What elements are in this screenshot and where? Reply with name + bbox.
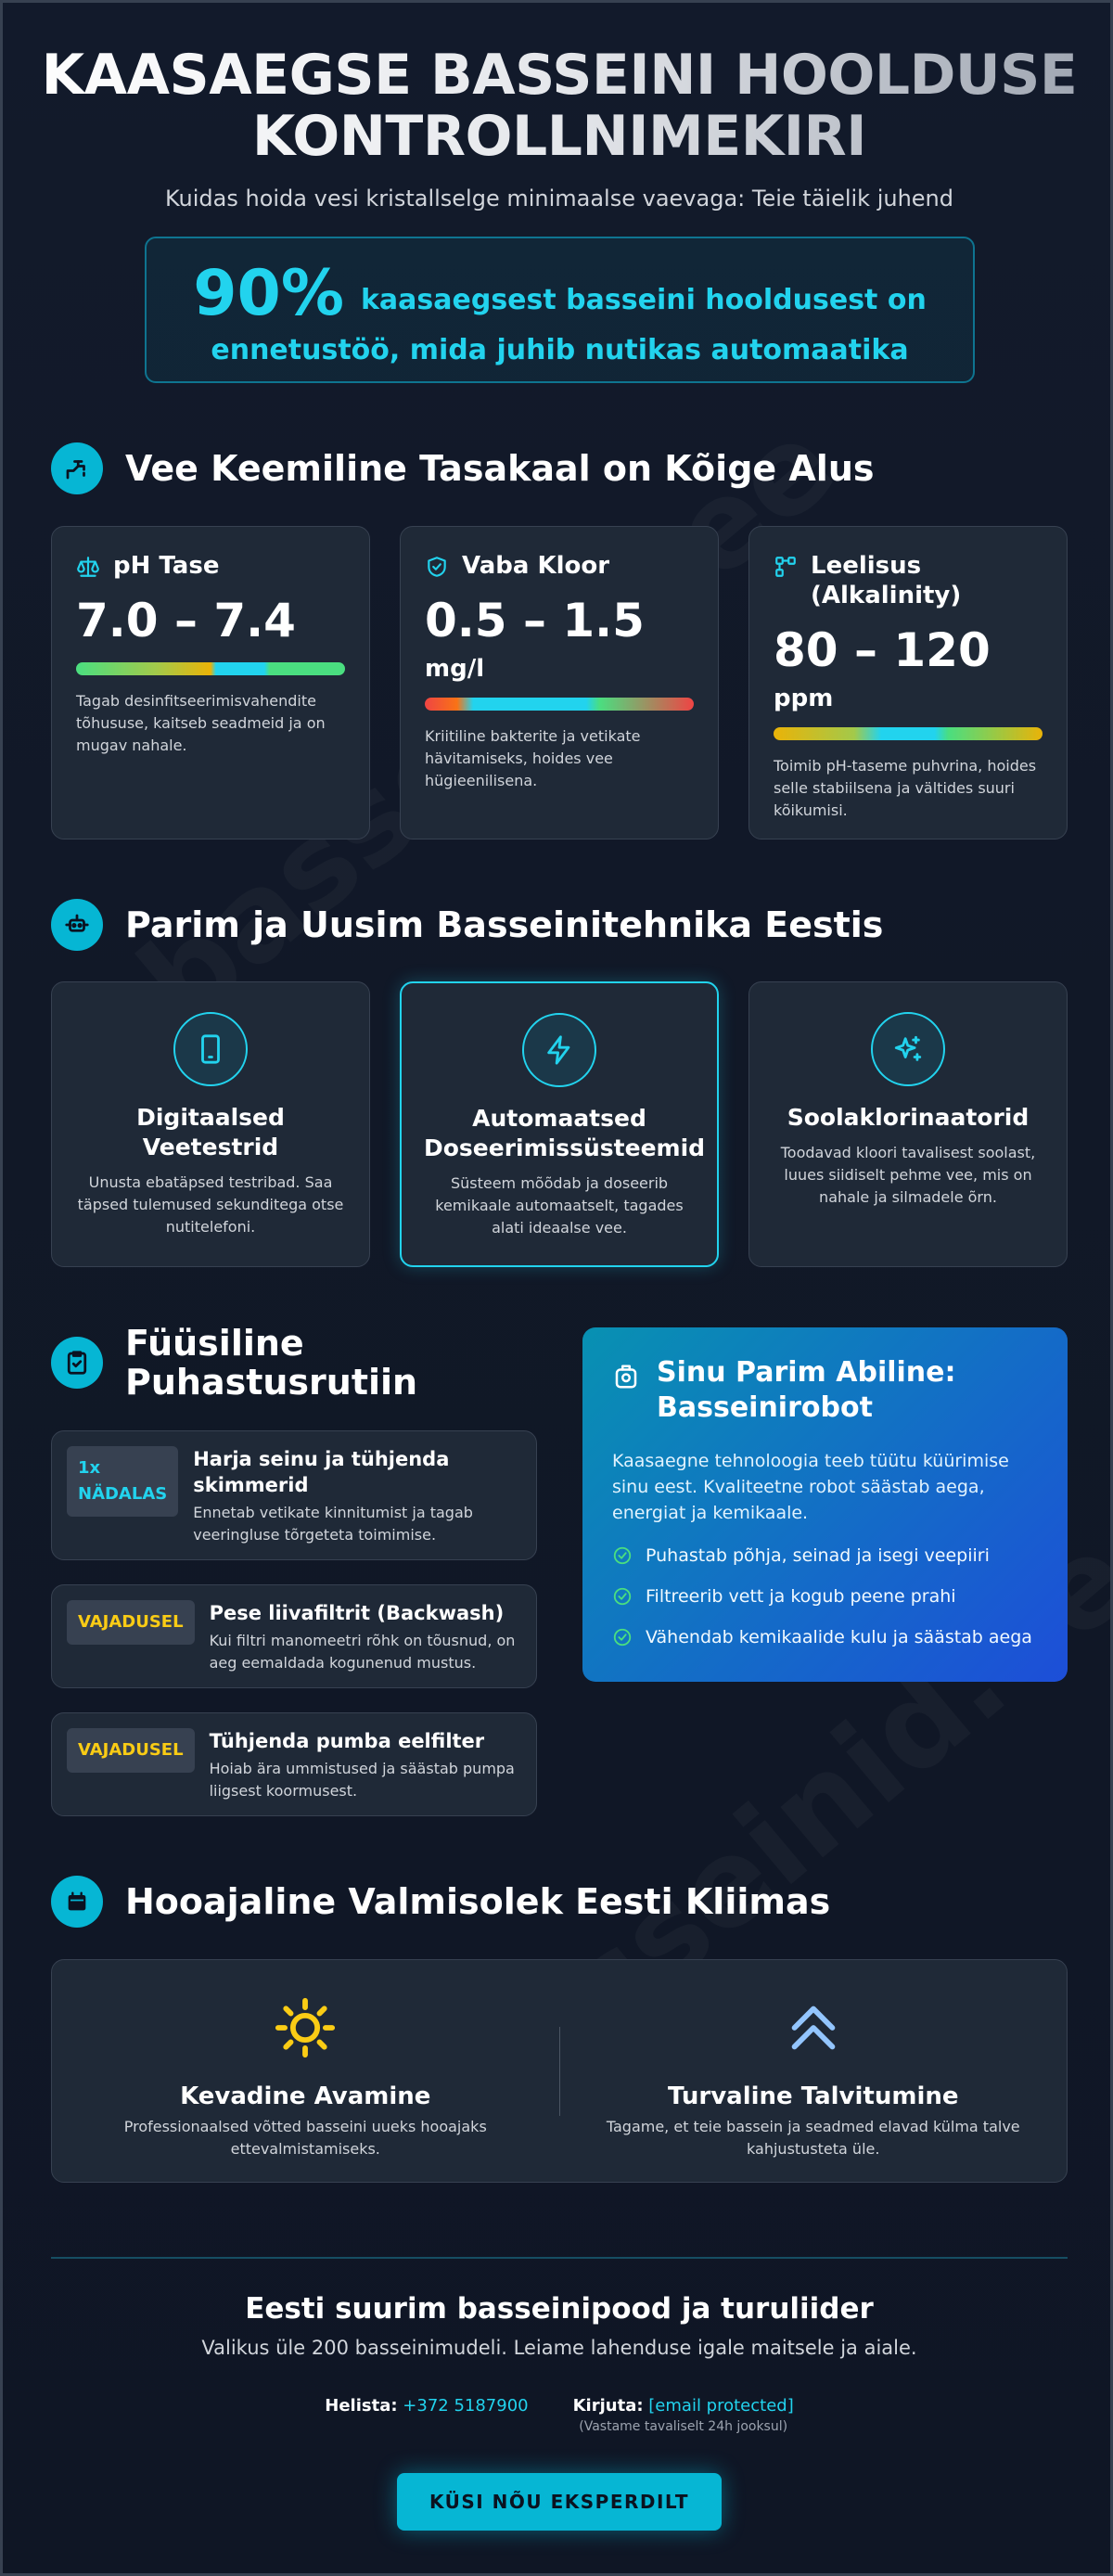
chemistry-description: Kriitiline bakterite ja vetikate hävitamiseks, hoides vee hügieenilisena. (425, 727, 641, 789)
email-note: (Vastame tavaliselt 24h jooksul) (579, 2419, 788, 2434)
list-item (612, 1543, 1038, 1569)
stat-text: kaasaegsest basseini hooldusest on (360, 284, 927, 316)
task-title: Harja seinu ja tühjenda skimmerid (193, 1448, 450, 1496)
stat-highlight-box (145, 237, 975, 383)
footer (3, 2292, 1113, 2531)
section-title (125, 1324, 417, 1402)
contact-phone (325, 2396, 528, 2434)
chemistry-card-ph (51, 526, 370, 839)
robot-vacuum-icon (612, 1363, 640, 1391)
contact-email (573, 2396, 794, 2434)
lightning-icon (522, 1013, 596, 1087)
chemistry-name: pH Tase (113, 552, 220, 580)
tech-description: Toodavad kloori tavalisest soolast, luues siidiselt pehme vee, mis on nahale ja silmadele õrn. (780, 1144, 1036, 1206)
calendar-icon (51, 1876, 103, 1928)
task-card-pump-prefilter (51, 1712, 537, 1816)
faucet-icon (51, 442, 103, 494)
page-title-line: KONTROLLNIMEKIRI (251, 104, 867, 169)
list-item-label: Filtreerib vett ja kogub peene prahi (646, 1586, 956, 1607)
season-title: Kevadine Avamine (180, 2083, 431, 2110)
range-bar (425, 698, 694, 711)
chemistry-value: 80 – 120 (774, 623, 991, 677)
robot-title (657, 1355, 956, 1426)
pool-robot-card (582, 1327, 1068, 1682)
tech-card-digital-testers (51, 981, 370, 1267)
task-description: Kui filtri manomeetri rõhk on tõusnud, on aeg eemaldada kogunenud mustus. (209, 1632, 516, 1672)
task-description: Hoiab ära ummistused ja säästab pumpa liigsest koormusest. (209, 1760, 515, 1800)
chemistry-unit: ppm (774, 685, 834, 712)
range-bar (774, 727, 1043, 740)
phone-link[interactable]: +372 5187900 (403, 2396, 529, 2416)
frequency-badge: VAJADUSEL (67, 1600, 195, 1645)
chemistry-description: Toimib pH-taseme puhvrina, hoides selle stabiilsena ja vältides suuri kõikumisi. (774, 757, 1037, 819)
tech-card-salt-chlorinators (748, 981, 1068, 1267)
task-title: Tühjenda pumba eelfilter (209, 1730, 485, 1752)
section-heading-season (51, 1876, 830, 1928)
page-header (3, 45, 1113, 211)
tech-description: Süsteem mõõdab ja doseerib kemikaale automaatselt, tagades alati ideaalse vee. (435, 1174, 684, 1237)
section-heading-routine (51, 1324, 417, 1402)
divider (51, 2257, 1068, 2259)
section-title-line: Puhastusrutiin (125, 1362, 418, 1403)
frequency-badge: VAJADUSEL (67, 1728, 195, 1773)
task-title: Pese liivafiltrit (Backwash) (209, 1602, 505, 1624)
season-spring (52, 1960, 559, 2182)
list-item-label: Puhastab põhja, seinad ja isegi veepiiri (646, 1545, 990, 1566)
chemistry-card-alkalinity (748, 526, 1068, 839)
page-title-line: KAASAEGSE BASSEINI HOOLDUSE (41, 43, 1078, 108)
robot-icon (51, 899, 103, 951)
chemistry-name: Leelisus (Alkalinity) (811, 552, 962, 609)
tech-card-dosing-systems (400, 981, 719, 1267)
scale-icon (76, 555, 100, 579)
section-heading-chemistry (51, 442, 875, 494)
list-item-label: Vähendab kemikaalide kulu ja säästab aega (646, 1627, 1032, 1647)
chemistry-unit: mg/l (425, 655, 485, 683)
section-title-line: Füüsiline (125, 1323, 304, 1364)
stat-text: ennetustöö, mida juhib nutikas automaatika (211, 334, 909, 366)
tech-title: Soolaklorinaatorid (787, 1104, 1030, 1131)
section-title: Vee Keemiline Tasakaal on Kõige Alus (125, 448, 875, 489)
tech-title: Automaatsed Doseerimissüsteemid (424, 1105, 706, 1161)
check-circle-icon (612, 1627, 633, 1647)
page-subtitle: Kuidas hoida vesi kristallselge minimaalse vaevaga: Teie täielik juhend (164, 186, 953, 211)
list-item (612, 1583, 1038, 1609)
robot-title-line: Basseinirobot (657, 1391, 873, 1424)
double-chevron-up-icon (781, 1995, 846, 2060)
tech-title: Digitaalsed Veetestrid (136, 1104, 285, 1160)
robot-intro: Kaasaegne tehnoloogia teeb tüütu küürimise sinu eest. Kvaliteetne robot säästab aega, energiat ja kemikaale. (612, 1451, 1009, 1523)
chemistry-value: 7.0 – 7.4 (76, 594, 296, 647)
network-icon (774, 555, 798, 579)
frequency-badge (67, 1446, 178, 1517)
chemistry-description: Tagab desinfitseerimisvahendite tõhususe, kaitseb seadmeid ja on mugav nahale. (76, 692, 326, 754)
sun-icon (273, 1995, 338, 2060)
tech-description: Unusta ebatäpsed testribad. Saa täpsed tulemused sekunditega otse nutitelefoni. (77, 1173, 344, 1236)
check-circle-icon (612, 1545, 633, 1566)
task-description: Ennetab vetikate kinnitumist ja tagab veeringluse tõrgeteta toimimise. (193, 1504, 473, 1544)
section-title: Hooajaline Valmisolek Eesti Kliimas (125, 1881, 831, 1922)
task-card-backwash (51, 1584, 537, 1688)
season-winter (560, 1960, 1068, 2182)
stat-number: 90% (193, 257, 344, 330)
seasonal-card (51, 1959, 1068, 2183)
badge-text: NÄDALAS (78, 1484, 168, 1504)
badge-text: 1x (78, 1458, 101, 1478)
footer-subtitle: Valikus üle 200 basseinimudeli. Leiame lahenduse igale maitsele ja aiale. (201, 2337, 917, 2359)
task-card-brush-skimmers (51, 1430, 537, 1560)
email-label: Kirjuta: (572, 2396, 644, 2416)
section-title: Parim ja Uusim Basseinitehnika Eestis (125, 904, 884, 945)
contact-info (3, 2396, 1113, 2434)
chemistry-name: Vaba Kloor (462, 552, 610, 580)
phone-label: Helista: (325, 2396, 398, 2416)
list-item (612, 1624, 1038, 1650)
season-description: Tagame, et teie bassein ja seadmed elavad külma talve kahjustusteta üle. (606, 2118, 1020, 2158)
smartphone-icon (173, 1012, 248, 1086)
email-link[interactable]: [email protected] (648, 2396, 794, 2416)
check-circle-icon (612, 1586, 633, 1607)
chemistry-value: 0.5 – 1.5 (425, 594, 645, 647)
page-title (3, 45, 1113, 167)
season-description: Professionaalsed võtted basseini uueks hooajaks ettevalmistamiseks. (123, 2118, 487, 2158)
robot-title-line: Sinu Parim Abiline: (657, 1356, 956, 1389)
chemistry-card-chlorine (400, 526, 719, 839)
footer-title: Eesti suurim basseinipood ja turuliider (245, 2292, 874, 2326)
clipboard-check-icon (51, 1337, 103, 1389)
shield-check-icon (425, 555, 449, 579)
sparkles-icon (871, 1012, 945, 1086)
range-bar (76, 662, 345, 675)
robot-feature-list (612, 1543, 1038, 1650)
ask-expert-button[interactable]: KÜSI NÕU EKSPERDILT (397, 2473, 722, 2531)
season-title: Turvaline Talvitumine (667, 2083, 959, 2110)
section-heading-tech (51, 899, 883, 951)
